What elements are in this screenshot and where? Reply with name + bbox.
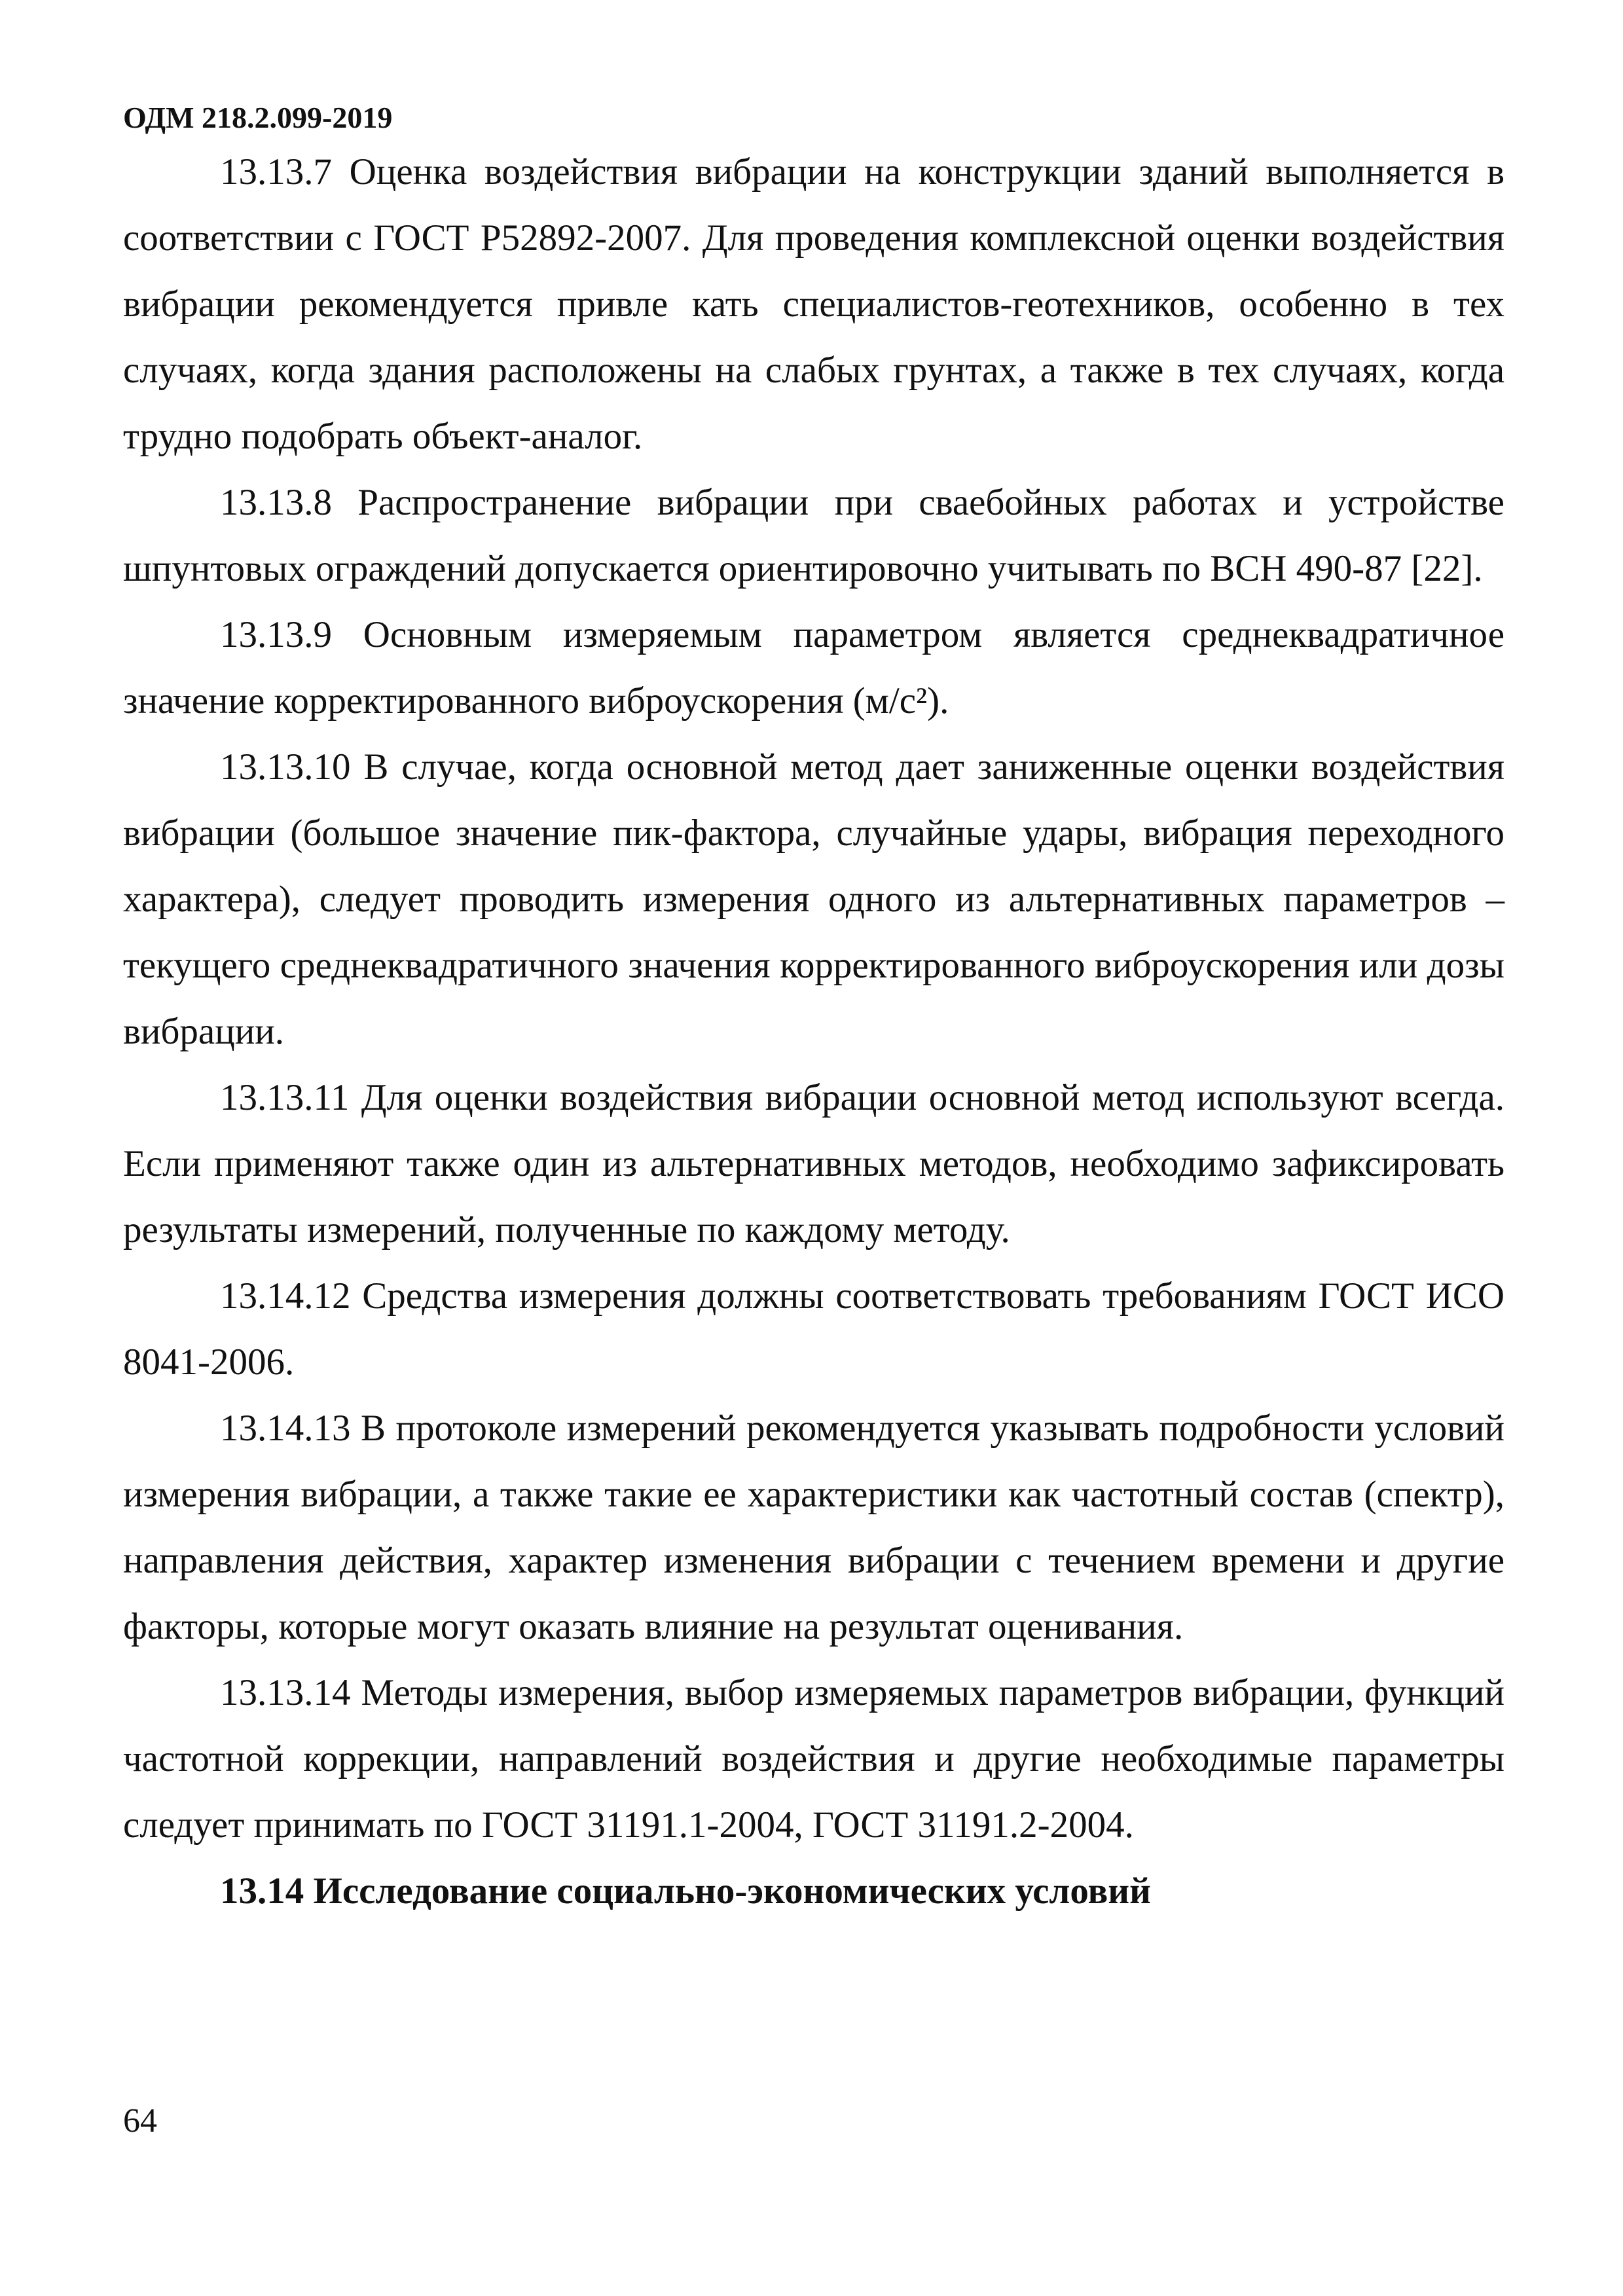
document-code: ОДМ 218.2.099-2019 (123, 101, 393, 134)
paragraph-13-13-9: 13.13.9 Основным измеряемым параметром является среднеквадратичное значение корректированного виброускорения (м/с²). (123, 614, 1504, 721)
page-number: 64 (123, 2102, 157, 2140)
paragraph-13-13-11: 13.13.11 Для оценки воздействия вибрации основной метод используют всегда. Если применяют также один из альтернативных методов, необходимо зафиксировать результаты измерений, полученные по каждому методу. (123, 1077, 1504, 1250)
paragraph-13-13-8: 13.13.8 Распространение вибрации при сваебойных работах и устройстве шпунтовых ограждений допускается ориентировочно учитывать по ВСН 490-87 [22]. (123, 482, 1504, 589)
paragraph-13-13-14: 13.13.14 Методы измерения, выбор измеряемых параметров вибрации, функций частотной коррекции, направлений воздействия и другие необходимые параметры следует принимать по ГОСТ 31191.1-2004, ГОСТ 31191.2-2004. (123, 1672, 1504, 1846)
section-heading: 13.14 Исследование социально-экономических условий (220, 1870, 1151, 1912)
paragraph-13-14-13: 13.14.13 В протоколе измерений рекомендуется указывать подробности условий измерения вибрации, а также такие ее характеристики как частотный состав (спектр), направления действия, характер изменения вибрации с течением времени и другие факторы, которые могут оказать влияние на результат оценивания. (123, 1408, 1504, 1647)
paragraph-13-13-7: 13.13.7 Оценка воздействия вибрации на конструкции зданий выполняется в соответствии с ГОСТ Р52892-2007. Для проведения комплексной оценки воздействия вибрации рекомендуется привле кать специалистов-геотехников, особенно в тех случаях, когда здания расположены на слабых грунтах, а также в тех случаях, когда трудно подобрать объект-аналог. (123, 151, 1504, 457)
paragraph-13-14-12: 13.14.12 Средства измерения должны соответствовать требованиям ГОСТ ИСО 8041-2006. (123, 1275, 1504, 1383)
paragraph-13-13-10: 13.13.10 В случае, когда основной метод дает заниженные оценки воздействия вибрации (большое значение пик-фактора, случайные удары, вибрация переходного характера), следует проводить измерения одного из альтернативных параметров – текущего среднеквадратичного значения корректированного виброускорения или дозы вибрации. (123, 746, 1504, 1052)
document-body (123, 139, 1504, 1924)
